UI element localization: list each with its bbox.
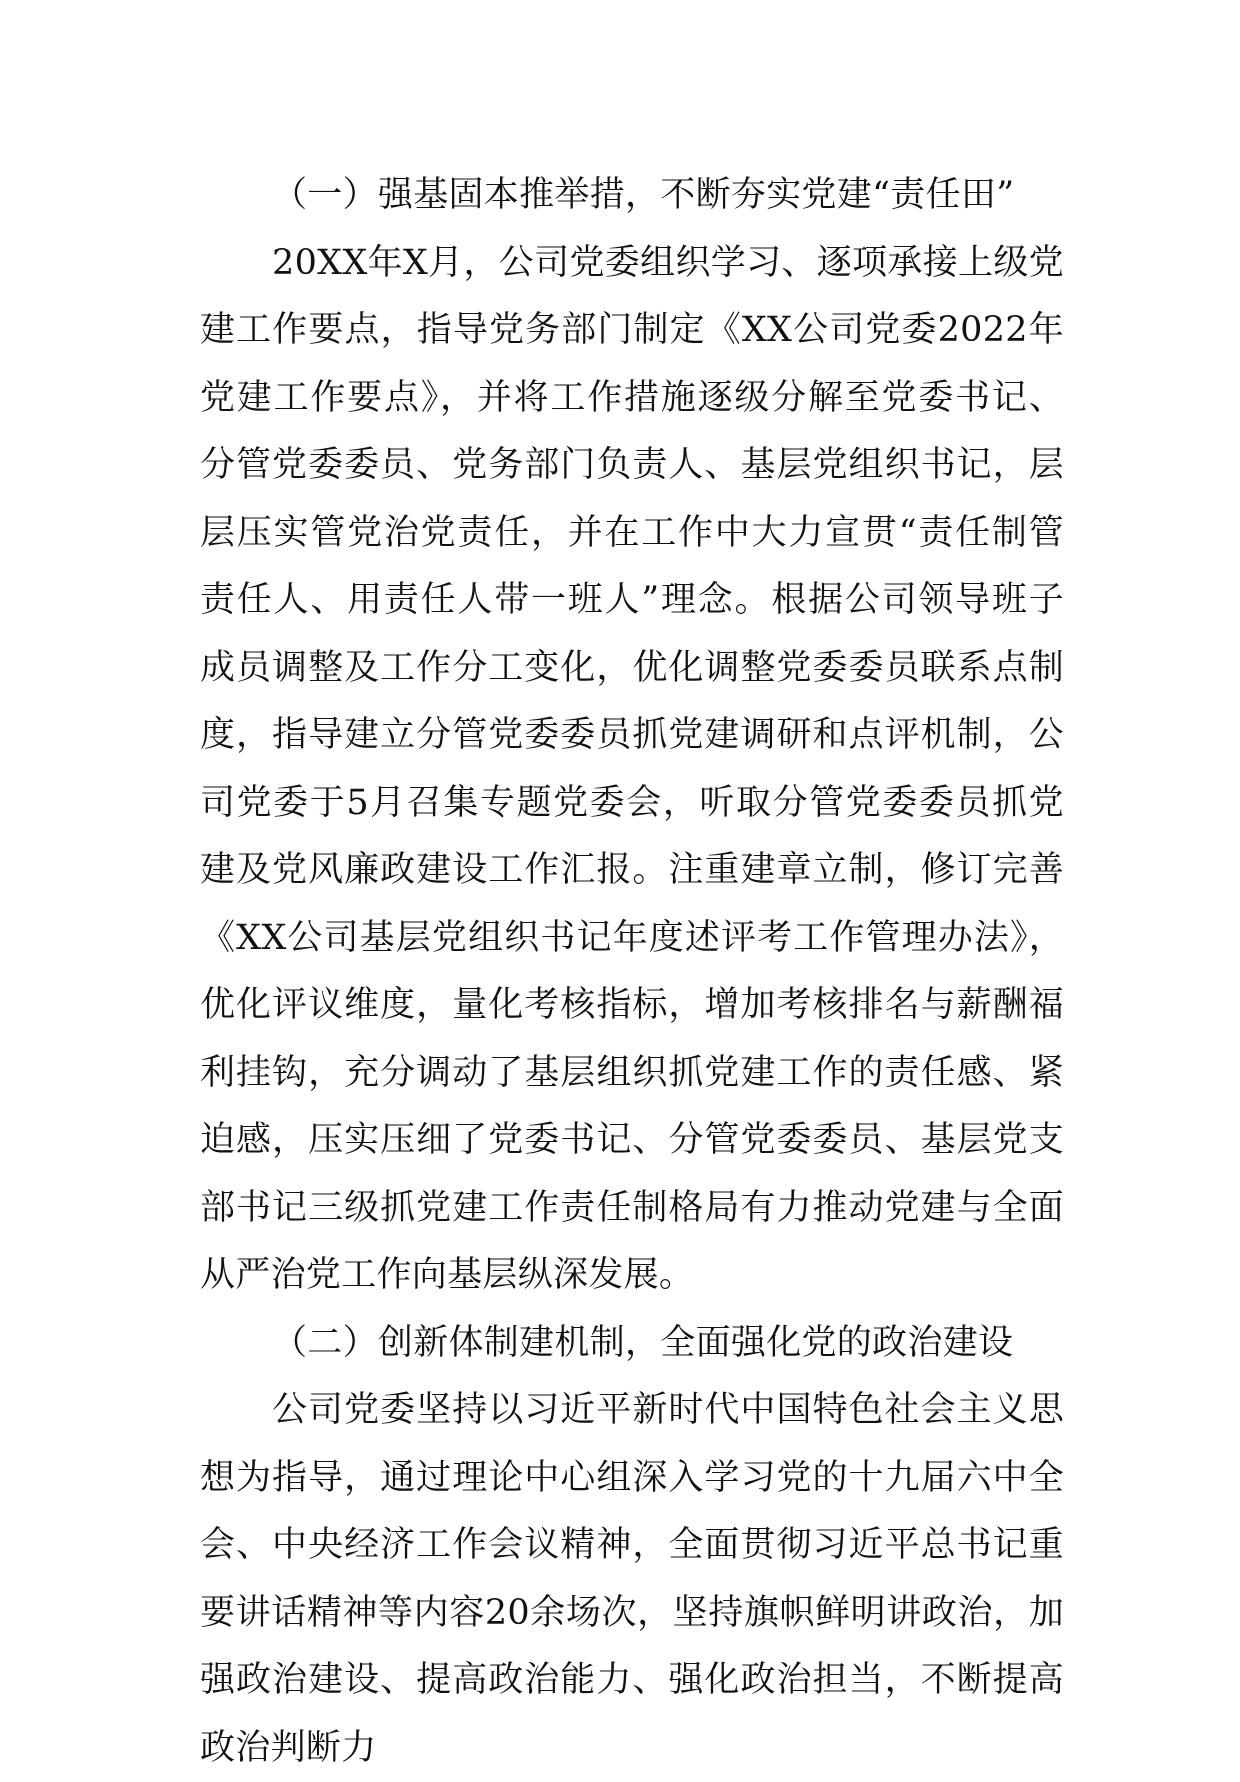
section-heading-1: （一）强基固本推举措，不断夯实党建“责任田” [272, 175, 1015, 215]
section-body-1: 20XX年X月，公司党委组织学习、逐项承接上级党建工作要点，指导党务部门制定《XX公司党委2022年党建工作要点》，并将工作措施逐级分解至党委书记、分管党委委员、党务部门负责人、基层党组织书记，层层压实管党治党责任，并在工作中大力宣贯“责任制管责任人、用责任人带一班人”理念。根据公司领导班子成员调整及工作分工变化，优化调整党委委员联系点制度，指导建立分管党委委员抓党建调研和点评机制，公司党委于5月召集专题党委会，听取分管党委委员抓党建及党风廉政建设工作汇报。注重建章立制，修订完善《XX公司基层党组织书记年度述评考工作管理办法》，优化评议维度，量化考核指标，增加考核排名与薪酬福利挂钩，充分调动了基层组织抓党建工作的责任感、紧迫感，压实压细了党委书记、分管党委委员、基层党支部书记三级抓党建工作责任制格局有力推动党建与全面从严治党工作向基层纵深发展。 [200, 242, 1064, 1295]
section-heading-2: （二）创新体制建机制，全面强化党的政治建设 [272, 1322, 1014, 1363]
document-page [200, 162, 1064, 1782]
section-body-2: 公司党委坚持以习近平新时代中国特色社会主义思想为指导，通过理论中心组深入学习党的十九届六中全会、中央经济工作会议精神，全面贯彻习近平总书记重要讲话精神等内容20余场次，坚持旗帜鲜明讲政治，加强政治建设、提高政治能力、强化政治担当，不断提高政治判断力 [200, 1390, 1064, 1768]
